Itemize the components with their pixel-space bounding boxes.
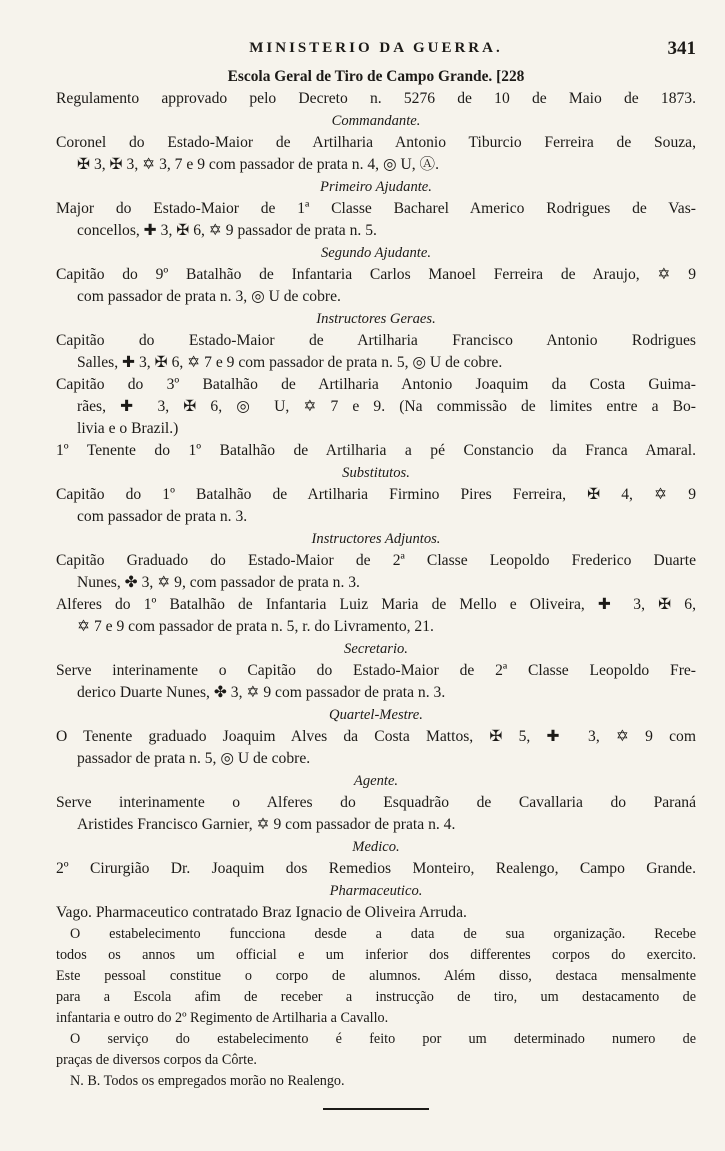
section-heading-medico: Medico. (352, 839, 400, 855)
entry-line: com passador de prata n. 3, ◎ U de cobre. (77, 288, 341, 305)
entry-pharmaceutico (56, 902, 696, 924)
section-heading-instructores-adjuntos: Instructores Adjuntos. (311, 531, 441, 547)
section-heading-pharmaceutico: Pharmaceutico. (329, 883, 423, 899)
entry-adjunto-2 (56, 594, 696, 638)
note-line: Este pessoal constitue o corpo de alumnos. Além disso, destaca mensalmente (56, 968, 696, 984)
entry-line: Alferes do 1º Batalhão de Infantaria Luiz Maria de Mello e Oliveira, ✚ 3, ✠ 6, (56, 596, 696, 613)
entry-instructor-3 (56, 440, 696, 462)
entry-line: ✡ 7 e 9 com passador de prata n. 5, r. do Livramento, 21. (77, 618, 434, 635)
section-heading-segundo-ajudante: Segundo Ajudante. (321, 245, 431, 261)
section-heading-commandante: Commandante. (331, 113, 421, 129)
entry-line: Salles, ✚ 3, ✠ 6, ✡ 7 e 9 com passador de prata n. 5, ◎ U de cobre. (77, 354, 503, 371)
section-heading-agente: Agente. (353, 773, 399, 789)
closing-rule (323, 1108, 429, 1110)
entry-line: Serve interinamente o Alferes do Esquadrão de Cavallaria do Paraná (56, 794, 696, 811)
nb-note: N. B. Todos os empregados morão no Realengo. (70, 1073, 345, 1089)
entry-segundo-ajudante (56, 264, 696, 308)
entry-line: derico Duarte Nunes, ✤ 3, ✡ 9 com passador de prata n. 3. (77, 684, 446, 701)
running-title: MINISTERIO DA GUERRA. (249, 40, 503, 56)
entry-line: ✠ 3, ✠ 3, ✡ 3, 7 e 9 com passador de prata n. 4, ◎ U, Ⓐ. (77, 156, 440, 173)
entry-line: Nunes, ✤ 3, ✡ 9, com passador de prata n. 3. (77, 574, 360, 591)
note-line: O serviço do estabelecimento é feito por um determinado numero de (70, 1031, 696, 1047)
entry-line: Capitão do 3º Batalhão de Artilharia Antonio Joaquim da Costa Guima- (56, 376, 696, 393)
page (56, 34, 696, 1110)
entry-instructor-2 (56, 374, 696, 440)
entry-line: Capitão do 9º Batalhão de Infantaria Carlos Manoel Ferreira de Araujo, ✡ 9 (56, 266, 696, 283)
entry-agente (56, 792, 696, 836)
notes-paragraph (56, 924, 696, 1092)
section-heading-primeiro-ajudante: Primeiro Ajudante. (320, 179, 432, 195)
entry-line: Serve interinamente o Capitão do Estado-Maior de 2ª Classe Leopoldo Fre- (56, 662, 696, 679)
entry-line: Major do Estado-Maior de 1ª Classe Bacharel Americo Rodrigues de Vas- (56, 200, 696, 217)
note-line: infantaria e outro do 2º Regimento de Artilharia a Cavallo. (56, 1010, 389, 1026)
entry-medico (56, 858, 696, 880)
entry-line: Capitão do Estado-Maior de Artilharia Francisco Antonio Rodrigues (56, 332, 696, 349)
note-line: praças de diversos corpos da Côrte. (56, 1052, 257, 1068)
entry-line: O Tenente graduado Joaquim Alves da Costa Mattos, ✠ 5, ✚ 3, ✡ 9 com (56, 728, 696, 745)
page-header (56, 34, 696, 64)
entry-line: Coronel do Estado-Maior de Artilharia Antonio Tiburcio Ferreira de Souza, (56, 134, 696, 151)
entry-line: concellos, ✚ 3, ✠ 6, ✡ 9 passador de prata n. 5. (77, 222, 377, 239)
entry-adjunto-1 (56, 550, 696, 594)
entry-line: livia e o Brazil.) (77, 420, 179, 437)
section-heading-quartel-mestre: Quartel-Mestre. (329, 707, 423, 723)
entry-line: 2º Cirurgião Dr. Joaquim dos Remedios Monteiro, Realengo, Campo Grande. (56, 860, 696, 877)
entry-substituto (56, 484, 696, 528)
entry-instructor-1 (56, 330, 696, 374)
entry-primeiro-ajudante (56, 198, 696, 242)
entry-quartel-mestre (56, 726, 696, 770)
regulation-line: Regulamento approvado pelo Decreto n. 5276 de 10 de Maio de 1873. (56, 90, 696, 107)
section-heading-instructores-geraes: Instructores Geraes. (316, 311, 436, 327)
page-number: 341 (667, 38, 696, 59)
entry-line: Capitão do 1º Batalhão de Artilharia Firmino Pires Ferreira, ✠ 4, ✡ 9 (56, 486, 696, 503)
entry-line: Aristides Francisco Garnier, ✡ 9 com passador de prata n. 4. (77, 816, 456, 833)
note-line: para a Escola afim de receber a instrucção de tiro, um destacamento de (56, 989, 696, 1005)
section-heading-secretario: Secretario. (344, 641, 408, 657)
entry-line: passador de prata n. 5, ◎ U de cobre. (77, 750, 311, 767)
school-title: Escola Geral de Tiro de Campo Grande. [228 (227, 68, 525, 85)
note-line: O estabelecimento funcciona desde a data de sua organização. Recebe (70, 926, 696, 942)
section-heading-substitutos: Substitutos. (342, 465, 410, 481)
note-line: todos os annos um official e um inferior dos differentes corpos do exercito. (56, 947, 696, 963)
entry-line: 1º Tenente do 1º Batalhão de Artilharia a pé Constancio da Franca Amaral. (56, 442, 696, 459)
entry-commandante (56, 132, 696, 176)
entry-line: Capitão Graduado do Estado-Maior de 2ª Classe Leopoldo Frederico Duarte (56, 552, 696, 569)
entry-line: rães, ✚ 3, ✠ 6, ◎ U, ✡ 7 e 9. (Na commissão de limites entre a Bo- (77, 398, 696, 415)
entry-line: Vago. Pharmaceutico contratado Braz Ignacio de Oliveira Arruda. (56, 904, 467, 921)
entry-secretario (56, 660, 696, 704)
entry-line: com passador de prata n. 3. (77, 508, 248, 525)
